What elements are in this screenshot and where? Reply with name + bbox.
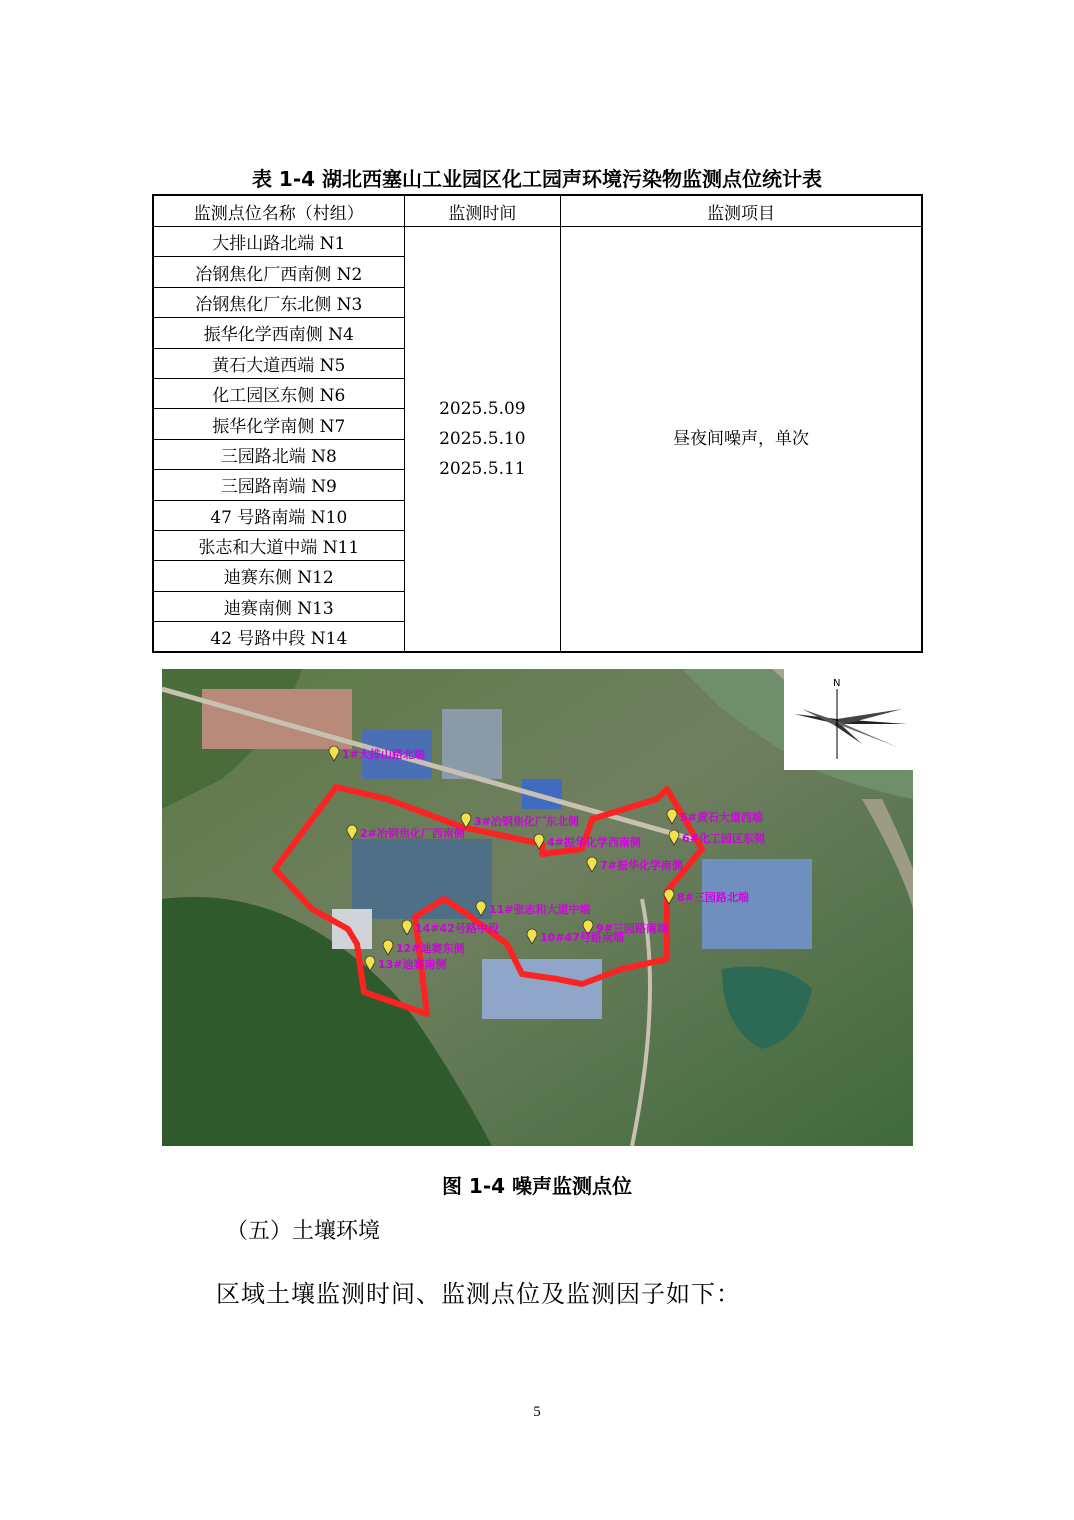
compass-north-label: N bbox=[833, 678, 841, 689]
map-svg bbox=[162, 669, 913, 1146]
map-point-label: 14#42号路中段 bbox=[415, 922, 499, 935]
date-cell bbox=[404, 227, 561, 653]
point-name-cell: 47 号路南端 N10 bbox=[153, 500, 404, 530]
point-name-cell: 三园路南端 N9 bbox=[153, 470, 404, 500]
table-row bbox=[153, 227, 922, 257]
point-name-cell: 迪赛南侧 N13 bbox=[153, 591, 404, 621]
point-name-cell: 振华化学南侧 N7 bbox=[153, 409, 404, 439]
date-line: 2025.5.09 bbox=[439, 399, 526, 420]
point-name-cell: 黄石大道西端 N5 bbox=[153, 348, 404, 378]
map-point-label: 7#振华化学南侧 bbox=[600, 859, 683, 872]
point-name-cell: 三园路北端 N8 bbox=[153, 439, 404, 469]
map-point-label: 12#迪赛东侧 bbox=[396, 942, 465, 955]
satellite-map bbox=[162, 669, 913, 1146]
table-header-cell: 监测时间 bbox=[404, 195, 561, 227]
date-line: 2025.5.10 bbox=[439, 429, 526, 450]
point-name-cell: 化工园区东侧 N6 bbox=[153, 378, 404, 408]
map-point-label: 3#冶钢焦化厂东北侧 bbox=[474, 815, 579, 828]
map-point-label: 8#三园路北端 bbox=[677, 891, 749, 904]
point-name-cell: 振华化学西南侧 N4 bbox=[153, 318, 404, 348]
table-header-cell: 监测项目 bbox=[561, 195, 922, 227]
map-point-label: 5#黄石大道西端 bbox=[680, 811, 763, 824]
page-number: 5 bbox=[533, 1404, 541, 1420]
point-name-cell: 大排山路北端 N1 bbox=[153, 227, 404, 257]
table-caption: 表 1-4 湖北西塞山工业园区化工园声环境污染物监测点位统计表 bbox=[251, 167, 823, 191]
point-name-cell: 冶钢焦化厂东北侧 N3 bbox=[153, 287, 404, 317]
map-point-label: 6#化工园区东侧 bbox=[682, 832, 765, 845]
map-point-label: 10#47号路南端 bbox=[540, 931, 624, 944]
map-point-label: 13#迪赛南侧 bbox=[378, 958, 447, 971]
item-cell: 昼夜间噪声，单次 bbox=[561, 227, 922, 653]
settling-pond bbox=[352, 839, 492, 919]
section-heading: （五）土壤环境 bbox=[226, 1219, 381, 1244]
map-point-label: 2#冶钢焦化厂西南侧 bbox=[360, 827, 465, 840]
map-point-label: 4#振华化学西南侧 bbox=[547, 836, 641, 849]
table-header-row bbox=[153, 195, 922, 227]
industrial-block bbox=[702, 859, 812, 949]
point-name-cell: 冶钢焦化厂西南侧 N2 bbox=[153, 257, 404, 287]
monitoring-table bbox=[152, 194, 923, 653]
table-header-cell: 监测点位名称（村组） bbox=[153, 195, 404, 227]
industrial-block bbox=[482, 959, 602, 1019]
point-name-cell: 迪赛东侧 N12 bbox=[153, 561, 404, 591]
figure-caption: 图 1-4 噪声监测点位 bbox=[441, 1174, 633, 1198]
point-name-cell: 42 号路中段 N14 bbox=[153, 622, 404, 653]
date-line: 2025.5.11 bbox=[439, 459, 526, 480]
map-point-label: 11#张志和大道中端 bbox=[489, 903, 591, 916]
industrial-block bbox=[332, 909, 372, 949]
map-point-label: 1#大排山路北端 bbox=[342, 748, 425, 761]
point-name-cell: 张志和大道中端 N11 bbox=[153, 530, 404, 560]
map-point-label: 9#三园路南端 bbox=[596, 922, 668, 935]
body-text: 区域土壤监测时间、监测点位及监测因子如下： bbox=[216, 1280, 741, 1308]
